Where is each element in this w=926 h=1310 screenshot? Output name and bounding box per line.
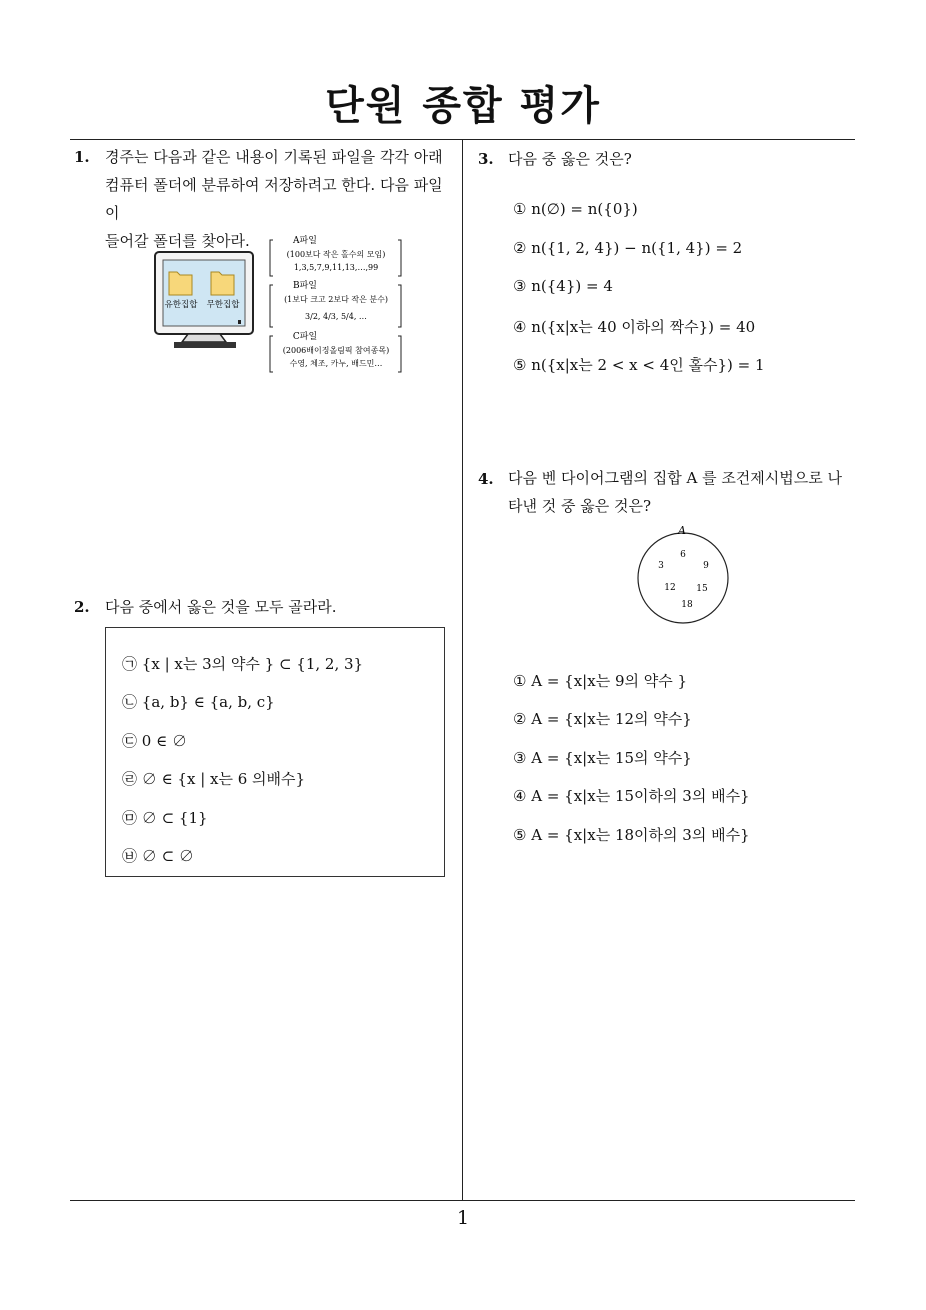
option-expr: n(∅) = n({0})	[531, 200, 638, 218]
option-mark: ④	[513, 787, 527, 805]
q3-text: 다음 중 옳은 것은?	[508, 150, 632, 168]
item-expr: 0 ∈ ∅	[141, 732, 187, 750]
option-expr: n({1, 2, 4}) − n({1, 4}) = 2	[531, 239, 743, 257]
file-desc: (2006배이징올림픽 참여종목)	[282, 346, 390, 355]
file-content: 3/2, 4/3, 5/4, …	[305, 312, 367, 321]
q4-number: 4.	[478, 470, 494, 488]
venn-diagram	[630, 522, 740, 626]
file-title: C파일	[292, 332, 318, 342]
option-expr: A = {x|x는 15이하의 3의 배수}	[531, 787, 750, 805]
q4-line: 타낸 것 중 옳은 것은?	[508, 497, 652, 515]
item-expr: {a, b} ∈ {a, b, c}	[141, 693, 275, 711]
file-c-box	[270, 330, 401, 372]
folder-icon	[169, 272, 192, 295]
venn-element: 6	[680, 550, 686, 560]
bottom-rule	[70, 1200, 855, 1201]
q1-line: 경주는 다음과 같은 내용이 기록된 파일을 각각 아래	[105, 148, 443, 166]
option-mark: ⑤	[513, 356, 527, 374]
option-expr: A = {x|x는 18이하의 3의 배수}	[531, 826, 750, 844]
file-title: A파일	[293, 236, 317, 246]
file-a-box	[270, 234, 401, 276]
q4-text	[508, 464, 860, 520]
item-expr: ∅ ∈ {x | x는 6 의배수}	[141, 770, 306, 788]
q2-text: 다음 중에서 옳은 것을 모두 골라라.	[105, 598, 337, 616]
file-b-box	[270, 279, 401, 327]
q4-option	[513, 824, 750, 845]
page-title: 단원 종합 평가	[325, 83, 601, 129]
q3-option	[513, 200, 638, 218]
file-desc: (1보다 크고 2보다 작은 분수)	[284, 295, 388, 304]
file-title: B파일	[292, 281, 318, 291]
option-mark: ③	[513, 277, 527, 295]
option-mark: ①	[513, 200, 527, 218]
q1-line: 컴퓨터 폴더에 분류하여 저장하려고 한다. 다음 파일이	[105, 176, 443, 222]
option-expr: n({x|x는 40 이하의 짝수}) = 40	[531, 318, 756, 336]
folder-label: 무한집합	[206, 300, 240, 310]
item-mark: ㉤	[122, 809, 138, 827]
q2-number: 2.	[74, 598, 90, 616]
option-mark: ①	[513, 672, 527, 690]
venn-element: 9	[703, 561, 709, 571]
item-mark: ㉥	[122, 847, 138, 865]
q1-number: 1.	[74, 148, 90, 166]
file-desc: (100보다 작은 홀수의 모임)	[286, 250, 386, 259]
q3-number: 3.	[478, 150, 494, 168]
q2-item	[122, 807, 208, 828]
item-expr: ∅ ⊂ {1}	[141, 809, 208, 827]
option-mark: ⑤	[513, 826, 527, 844]
q2-item	[122, 730, 187, 751]
option-expr: n({4}) = 4	[531, 277, 613, 295]
q4-line: 다음 벤 다이어그램의 집합 A 를 조건제시법으로 나	[508, 469, 843, 487]
option-expr: n({x|x는 2 < x < 4인 홀수}) = 1	[531, 356, 765, 374]
q2-item	[122, 653, 363, 674]
venn-element: 3	[658, 561, 664, 571]
option-mark: ③	[513, 749, 527, 767]
item-mark: ㉡	[122, 693, 138, 711]
q1-figure	[150, 230, 410, 380]
column-divider	[462, 139, 463, 1200]
q2-item	[122, 845, 194, 866]
item-mark: ㉣	[122, 770, 138, 788]
q1-line: 들어갈 폴더를 찾아라.	[105, 232, 250, 250]
option-mark: ④	[513, 318, 527, 336]
item-mark: ㉢	[122, 732, 138, 750]
item-expr: ∅ ⊂ ∅	[141, 847, 194, 865]
option-mark: ②	[513, 239, 527, 257]
option-expr: A = {x|x는 9의 약수 }	[531, 672, 688, 690]
file-content: 1,3,5,7,9,11,13,…,99	[293, 263, 379, 272]
venn-element: 15	[696, 584, 708, 594]
option-expr: A = {x|x는 15의 약수}	[531, 749, 692, 767]
q4-option	[513, 670, 687, 691]
q4-option	[513, 747, 692, 768]
item-mark: ㉠	[122, 655, 138, 673]
folder-icon	[211, 272, 234, 295]
q3-option	[513, 316, 755, 337]
option-expr: A = {x|x는 12의 약수}	[531, 710, 692, 728]
folder-label: 유한집합	[164, 300, 198, 310]
option-mark: ②	[513, 710, 527, 728]
item-expr: {x | x는 3의 약수 } ⊂ {1, 2, 3}	[141, 655, 364, 673]
q2-item	[122, 768, 305, 789]
venn-element: 12	[664, 583, 676, 593]
q3-option	[513, 354, 765, 375]
page-number: 1	[456, 1207, 470, 1229]
q2-item	[122, 691, 275, 712]
file-content: 수영, 체조, 카누, 배드민…	[289, 359, 383, 368]
venn-set-label: A	[678, 524, 686, 537]
q3-option	[513, 277, 613, 295]
venn-element: 18	[681, 600, 693, 610]
q3-option	[513, 239, 742, 257]
q4-option	[513, 785, 750, 806]
q4-option	[513, 708, 692, 729]
